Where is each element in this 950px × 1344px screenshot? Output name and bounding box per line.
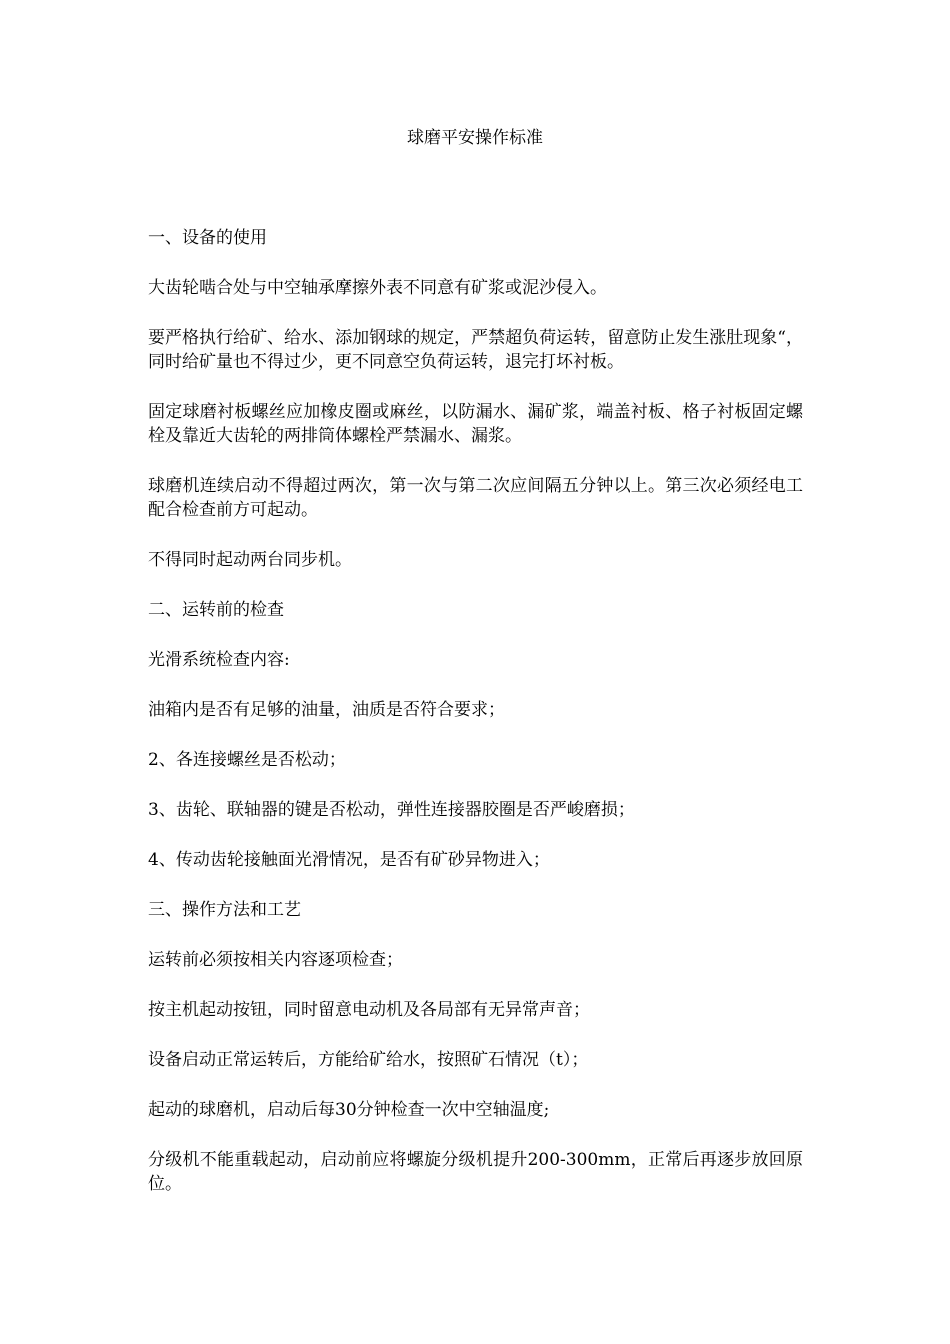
paragraph: 运转前必须按相关内容逐项检查； [148, 950, 403, 970]
paragraph: 大齿轮啮合处与中空轴承摩擦外表不同意有矿浆或泥沙侵入。 [148, 278, 607, 298]
paragraph: 分级机不能重载起动，启动前应将螺旋分级机提升200-300mm，正常后再逐步放回原位。 [148, 1150, 803, 1194]
document-title: 球磨平安操作标准 [407, 128, 543, 148]
paragraph: 起动的球磨机，启动后每30分钟检查一次中空轴温度; [148, 1100, 550, 1120]
section-heading-operation: 三、操作方法和工艺 [148, 900, 301, 920]
paragraph: 按主机起动按钮，同时留意电动机及各局部有无异常声音； [148, 1000, 590, 1020]
section-heading-usage: 一、设备的使用 [148, 228, 267, 248]
paragraph: 球磨机连续启动不得超过两次，第一次与第二次应间隔五分钟以上。第三次必须经电工配合检查前方可起动。 [148, 476, 803, 520]
paragraph: 设备启动正常运转后，方能给矿给水，按照矿石情况（t）； [148, 1050, 589, 1070]
list-item: 2、各连接螺丝是否松动； [148, 750, 346, 770]
paragraph: 不得同时起动两台同步机。 [148, 550, 352, 570]
list-item: 3、齿轮、联轴器的键是否松动，弹性连接器胶圈是否严峻磨损； [148, 800, 635, 820]
section-heading-pre-check: 二、运转前的检查 [148, 600, 284, 620]
list-item: 4、传动齿轮接触面光滑情况，是否有矿砂异物进入； [148, 850, 550, 870]
paragraph: 光滑系统检查内容: [148, 650, 290, 670]
paragraph: 要严格执行给矿、给水、添加钢球的规定，严禁超负荷运转，留意防止发生涨肚现象“，同时给矿量也不得过少，更不同意空负荷运转，退完打坏衬板。 [148, 328, 803, 372]
paragraph: 固定球磨衬板螺丝应加橡皮圈或麻丝，以防漏水、漏矿浆，端盖衬板、格子衬板固定螺栓及靠近大齿轮的两排筒体螺栓严禁漏水、漏浆。 [148, 402, 803, 446]
document-body [148, 226, 803, 1222]
list-item: 油箱内是否有足够的油量，油质是否符合要求； [148, 700, 505, 720]
